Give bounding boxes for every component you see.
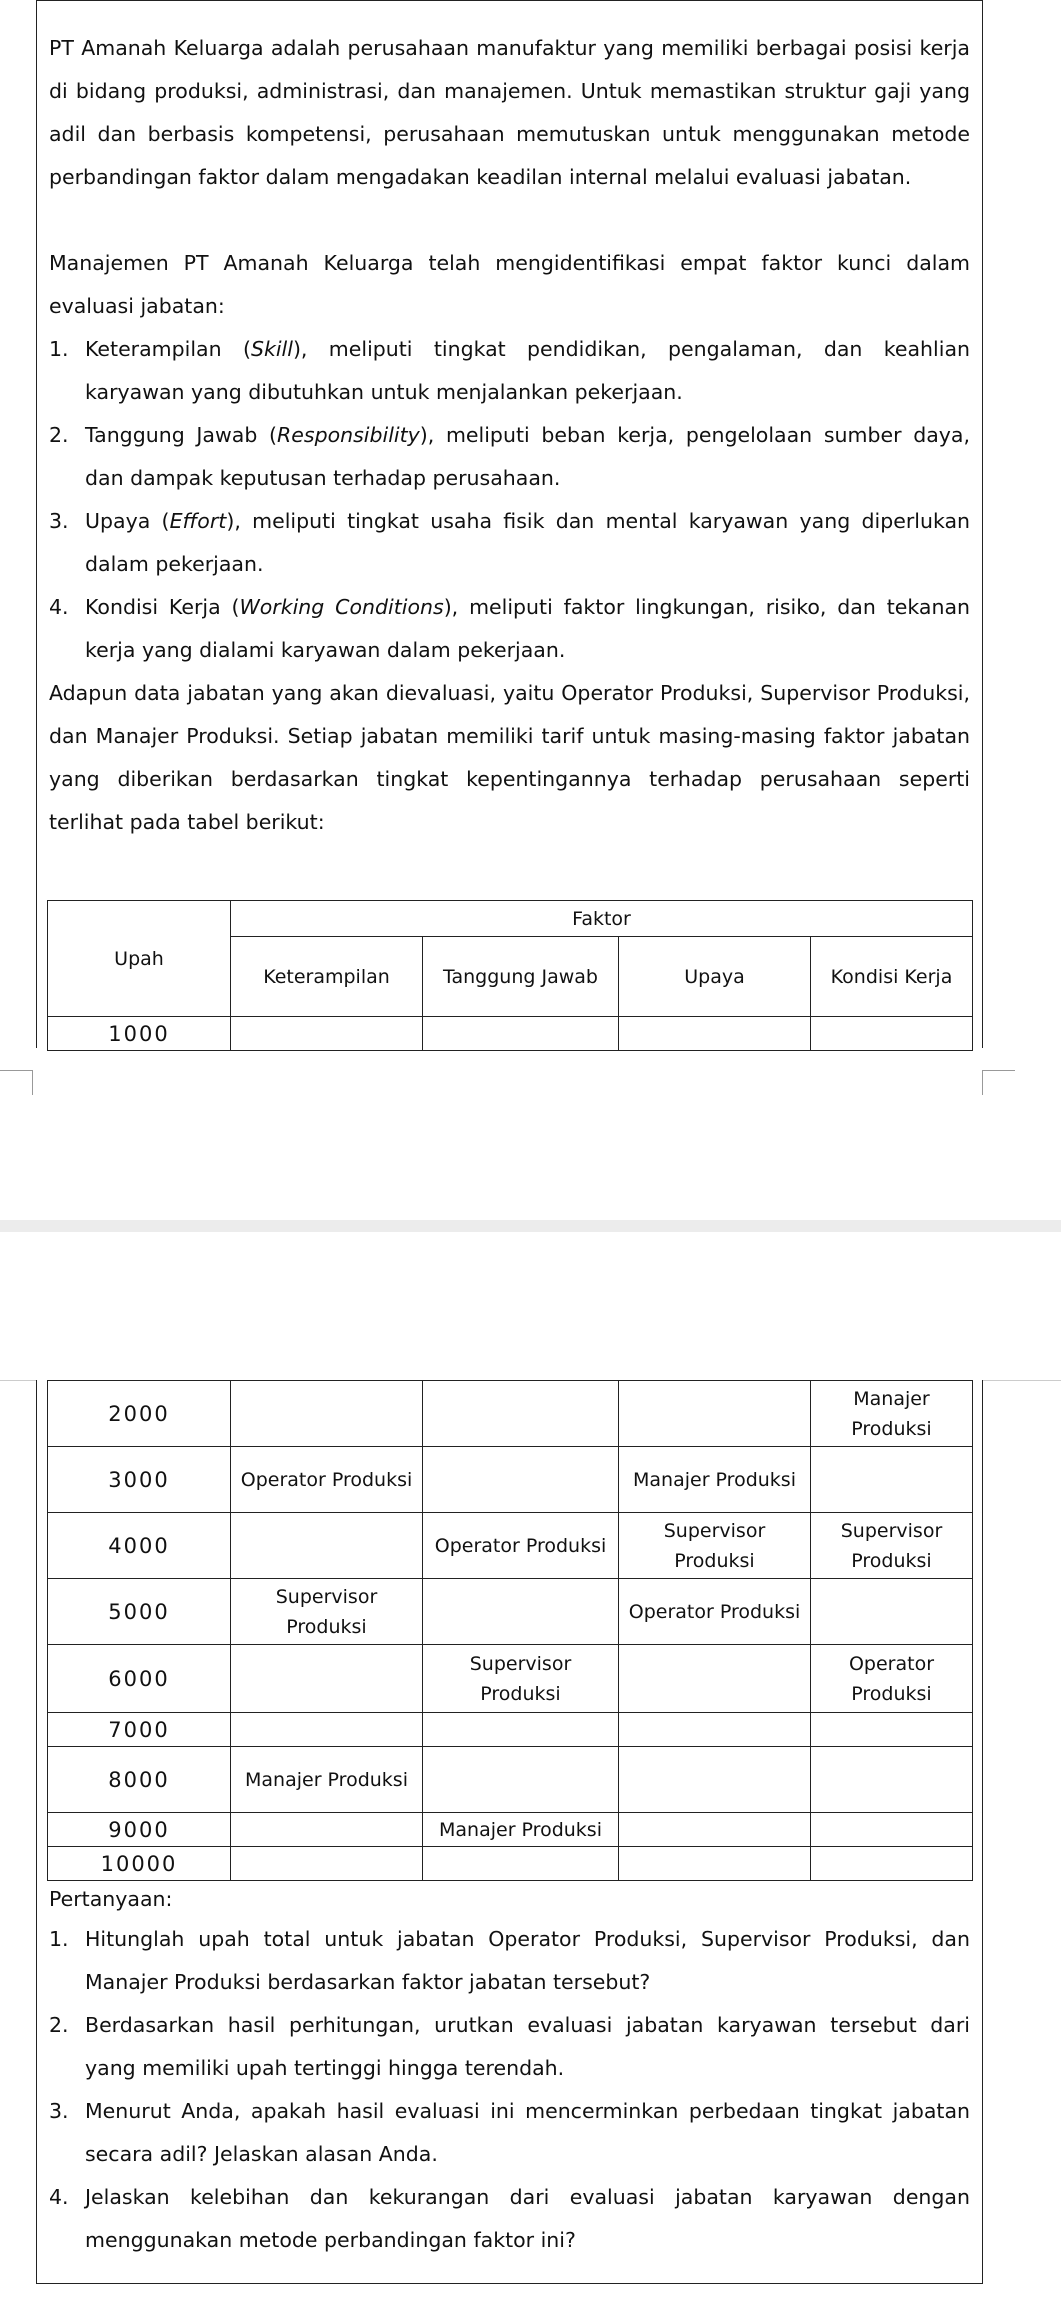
- table-cell: [619, 1747, 811, 1813]
- factor-label: Upaya (: [85, 509, 170, 533]
- factor-item: [49, 586, 970, 672]
- table-cell: Operator Produksi: [423, 1513, 619, 1579]
- table-cell: [811, 1747, 973, 1813]
- table-cell: [423, 1847, 619, 1881]
- table-row: [48, 1579, 973, 1645]
- factor-description: ), meliputi faktor lingkungan, risiko, dan tekanan kerja yang dialami karyawan dalam pekerjaan.: [85, 595, 970, 662]
- table-cell: [811, 1713, 973, 1747]
- upah-cell: 10000: [48, 1847, 231, 1881]
- table-cell: [619, 1645, 811, 1713]
- table-cell: Operator Produksi: [811, 1645, 973, 1713]
- table-row: [48, 1381, 973, 1447]
- upah-cell: 8000: [48, 1747, 231, 1813]
- factor-term: Working Conditions: [239, 595, 444, 619]
- table-row: [48, 1713, 973, 1747]
- header-faktor: Faktor: [231, 901, 973, 937]
- upah-cell: 3000: [48, 1447, 231, 1513]
- question-item: [49, 2176, 970, 2262]
- job-data-paragraph: Adapun data jabatan yang akan dievaluasi, yaitu Operator Produksi, Supervisor Produksi, dan Manajer Produksi. Setiap jabatan memiliki tarif untuk masing-masing faktor jabatan yang diberikan berdasarkan tingkat kepentingannya terhadap perusahaan seperti terlihat pada tabel berikut:: [49, 681, 970, 834]
- factor-label: Keterampilan (: [85, 337, 251, 361]
- table-cell: Manajer Produksi: [231, 1747, 423, 1813]
- factor-term: Skill: [250, 337, 293, 361]
- factor-label: Tanggung Jawab (: [85, 423, 278, 447]
- table-cell: [619, 1813, 811, 1847]
- page-corner-mark: [0, 1070, 33, 1095]
- table-row: [48, 1017, 973, 1051]
- table-cell: Supervisor Produksi: [231, 1579, 423, 1645]
- table-row: [48, 1847, 973, 1881]
- table-cell: [619, 1017, 811, 1051]
- upah-cell: 5000: [48, 1579, 231, 1645]
- table-cell: [811, 1017, 973, 1051]
- table-cell: [811, 1579, 973, 1645]
- table-row: [48, 1747, 973, 1813]
- upah-cell: 4000: [48, 1513, 231, 1579]
- factor-description: ), meliputi beban kerja, pengelolaan sumber daya, dan dampak keputusan terhadap perusahaan.: [85, 423, 971, 490]
- factor-description: ), meliputi tingkat usaha fisik dan mental karyawan yang diperlukan dalam pekerjaan.: [85, 509, 971, 576]
- table-cell: [231, 1813, 423, 1847]
- upah-cell: 9000: [48, 1813, 231, 1847]
- document-page-2: [36, 1380, 983, 2284]
- factor-comparison-table-part-2: [47, 1380, 973, 1881]
- question-item: [49, 2004, 970, 2090]
- table-cell: [811, 1447, 973, 1513]
- table-cell: [423, 1447, 619, 1513]
- question-item: [49, 2090, 970, 2176]
- question-list: [37, 1918, 982, 2262]
- list-number: 1.: [49, 1927, 69, 1951]
- table-cell: [423, 1713, 619, 1747]
- table-cell: [619, 1847, 811, 1881]
- questions-title: Pertanyaan:: [49, 1887, 173, 1911]
- page-break: [0, 1220, 1061, 1232]
- table-cell: Operator Produksi: [231, 1447, 423, 1513]
- table-row: [48, 1645, 973, 1713]
- list-number: 2.: [49, 423, 69, 447]
- header-keterampilan: Keterampilan: [231, 937, 423, 1017]
- upah-cell: 2000: [48, 1381, 231, 1447]
- list-number: 4.: [49, 2185, 69, 2209]
- list-number: 3.: [49, 509, 69, 533]
- header-kondisi-kerja: Kondisi Kerja: [811, 937, 973, 1017]
- factor-item: [49, 414, 970, 500]
- questions-section: [37, 1880, 982, 2262]
- table-cell: Supervisor Produksi: [811, 1513, 973, 1579]
- list-number: 2.: [49, 2013, 69, 2037]
- list-number: 4.: [49, 595, 69, 619]
- factor-item: [49, 328, 970, 414]
- table-cell: [619, 1713, 811, 1747]
- table-cell: [811, 1847, 973, 1881]
- factors-intro-paragraph: Manajemen PT Amanah Keluarga telah mengidentifikasi empat faktor kunci dalam evaluasi jabatan:: [49, 251, 970, 318]
- factor-term: Effort: [169, 509, 227, 533]
- document-page-1: [36, 0, 983, 1048]
- list-number: 1.: [49, 337, 69, 361]
- table-cell: [231, 1713, 423, 1747]
- table-cell: [231, 1381, 423, 1447]
- upah-cell: 6000: [48, 1645, 231, 1713]
- table-row: [48, 1447, 973, 1513]
- table-cell: Manajer Produksi: [423, 1813, 619, 1847]
- question-text: Berdasarkan hasil perhitungan, urutkan evaluasi jabatan karyawan tersebut dari yang memiliki upah tertinggi hingga terendah.: [85, 2013, 970, 2080]
- intro-paragraph: PT Amanah Keluarga adalah perusahaan manufaktur yang memiliki berbagai posisi kerja di bidang produksi, administrasi, dan manajemen. Untuk memastikan struktur gaji yang adil dan berbasis kompetensi, perusahaan memutuskan untuk menggunakan metode perbandingan faktor dalam mengadakan keadilan internal melalui evaluasi jabatan.: [49, 36, 970, 189]
- list-number: 3.: [49, 2099, 69, 2123]
- upah-cell: 1000: [48, 1017, 231, 1051]
- table-cell: [423, 1381, 619, 1447]
- table-cell: Manajer Produksi: [619, 1447, 811, 1513]
- question-text: Menurut Anda, apakah hasil evaluasi ini mencerminkan perbedaan tingkat jabatan secara adil? Jelaskan alasan Anda.: [85, 2099, 970, 2166]
- table-cell: Supervisor Produksi: [619, 1513, 811, 1579]
- table-cell: [231, 1645, 423, 1713]
- factor-term: Responsibility: [277, 423, 420, 447]
- table-row: [48, 1813, 973, 1847]
- upah-cell: 7000: [48, 1713, 231, 1747]
- question-text: Jelaskan kelebihan dan kekurangan dari evaluasi jabatan karyawan dengan menggunakan metode perbandingan faktor ini?: [85, 2185, 970, 2252]
- header-upah: Upah: [48, 901, 231, 1017]
- table-cell: Supervisor Produksi: [423, 1645, 619, 1713]
- table-cell: Operator Produksi: [619, 1579, 811, 1645]
- header-upaya: Upaya: [619, 937, 811, 1017]
- table-cell: [423, 1747, 619, 1813]
- factor-list: [37, 328, 982, 672]
- table-cell: [231, 1513, 423, 1579]
- question-item: [49, 1918, 970, 2004]
- table-cell: [423, 1579, 619, 1645]
- factor-label: Kondisi Kerja (: [85, 595, 240, 619]
- table-cell: [619, 1381, 811, 1447]
- header-tanggung-jawab: Tanggung Jawab: [423, 937, 619, 1017]
- table-cell: [231, 1017, 423, 1051]
- page-corner-mark: [982, 1070, 1015, 1095]
- question-text: Hitunglah upah total untuk jabatan Operator Produksi, Supervisor Produksi, dan Manajer Produksi berdasarkan faktor jabatan tersebut?: [85, 1927, 970, 1994]
- table-cell: [231, 1847, 423, 1881]
- factor-comparison-table-part-1: [47, 900, 973, 1051]
- table-cell: Manajer Produksi: [811, 1381, 973, 1447]
- table-row: [48, 1513, 973, 1579]
- factor-item: [49, 500, 970, 586]
- table-cell: [811, 1813, 973, 1847]
- factor-description: ), meliputi tingkat pendidikan, pengalaman, dan keahlian karyawan yang dibutuhkan untuk menjalankan pekerjaan.: [85, 337, 970, 404]
- table-cell: [423, 1017, 619, 1051]
